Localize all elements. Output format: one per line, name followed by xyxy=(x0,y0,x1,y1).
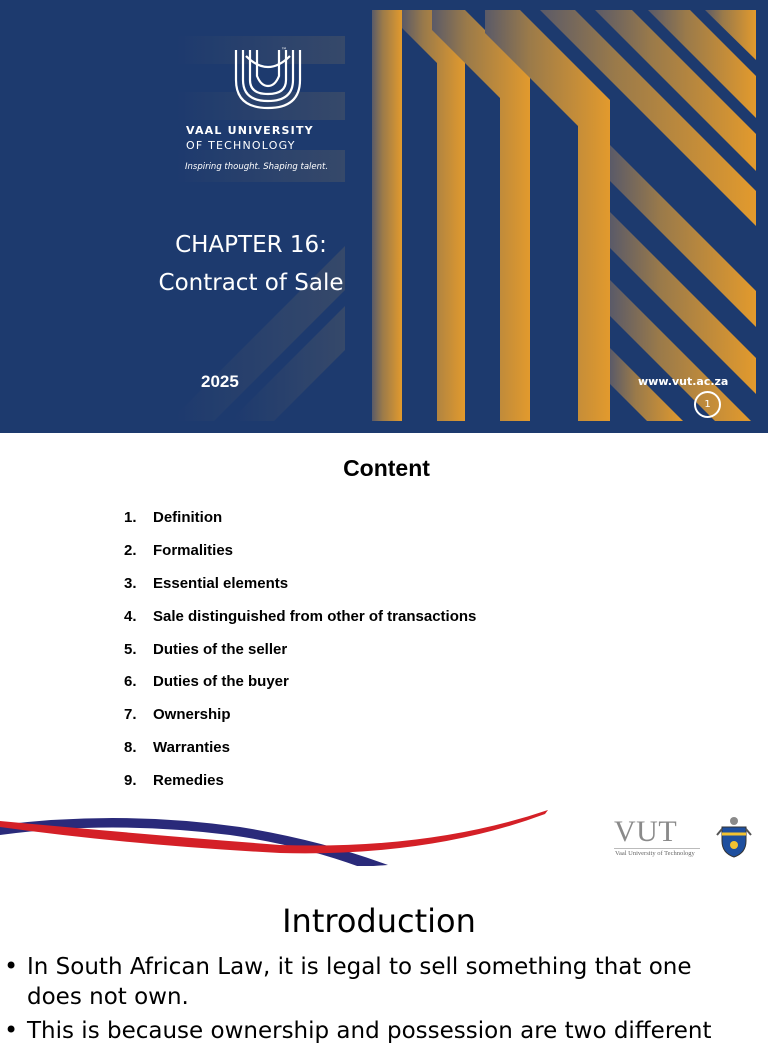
list-item: 8. Warranties xyxy=(124,739,230,757)
tagline: Inspiring thought. Shaping talent. xyxy=(185,162,329,172)
list-item: 9. Remedies xyxy=(124,772,224,790)
content-slide xyxy=(0,433,768,866)
list-item: 1. Definition xyxy=(124,509,223,526)
list-item: 3. Essential elements xyxy=(124,574,289,592)
bullet-icon: • xyxy=(4,952,19,980)
chapter-label: CHAPTER 16: xyxy=(175,232,327,258)
list-item: 4. Sale distinguished from other of transactions xyxy=(124,607,477,625)
introduction-heading: Introduction xyxy=(282,902,476,940)
topic-label: Contract of Sale xyxy=(158,270,344,296)
stripe-pattern xyxy=(0,0,768,433)
year-label: 2025 xyxy=(201,372,239,391)
crest-icon xyxy=(717,815,751,859)
bullet-text: In South African Law, it is legal to sell something that one does not own. xyxy=(27,954,692,1010)
university-name: VAAL UNIVERSITY xyxy=(186,124,314,137)
list-item: 6. Duties of the buyer xyxy=(124,673,289,691)
university-subtitle: OF TECHNOLOGY xyxy=(186,139,296,152)
vut-logo-text: VUT xyxy=(614,815,678,848)
introduction-slide xyxy=(0,866,768,1044)
page-number: 1 xyxy=(694,391,721,418)
red-blue-swoosh xyxy=(0,805,560,867)
title-slide xyxy=(0,0,768,433)
slide-title xyxy=(140,226,362,302)
list-item: 5. Duties of the seller xyxy=(124,640,288,658)
bullet-icon: • xyxy=(4,1016,19,1044)
website-link[interactable]: www.vut.ac.za xyxy=(638,375,729,388)
vut-logo-subtext: Vaal University of Technology xyxy=(615,850,695,857)
bullet-text: This is because ownership and possession are two different xyxy=(27,1018,712,1044)
content-heading: Content xyxy=(343,455,430,481)
logo-divider xyxy=(614,848,700,849)
list-item: 7. Ownership xyxy=(124,706,231,724)
table-of-contents xyxy=(124,509,476,805)
list-item: 2. Formalities xyxy=(124,541,234,559)
vut-shield-logo xyxy=(186,46,326,116)
vut-wordmark-logo xyxy=(614,815,764,863)
trademark-symbol: ™ xyxy=(281,47,287,54)
